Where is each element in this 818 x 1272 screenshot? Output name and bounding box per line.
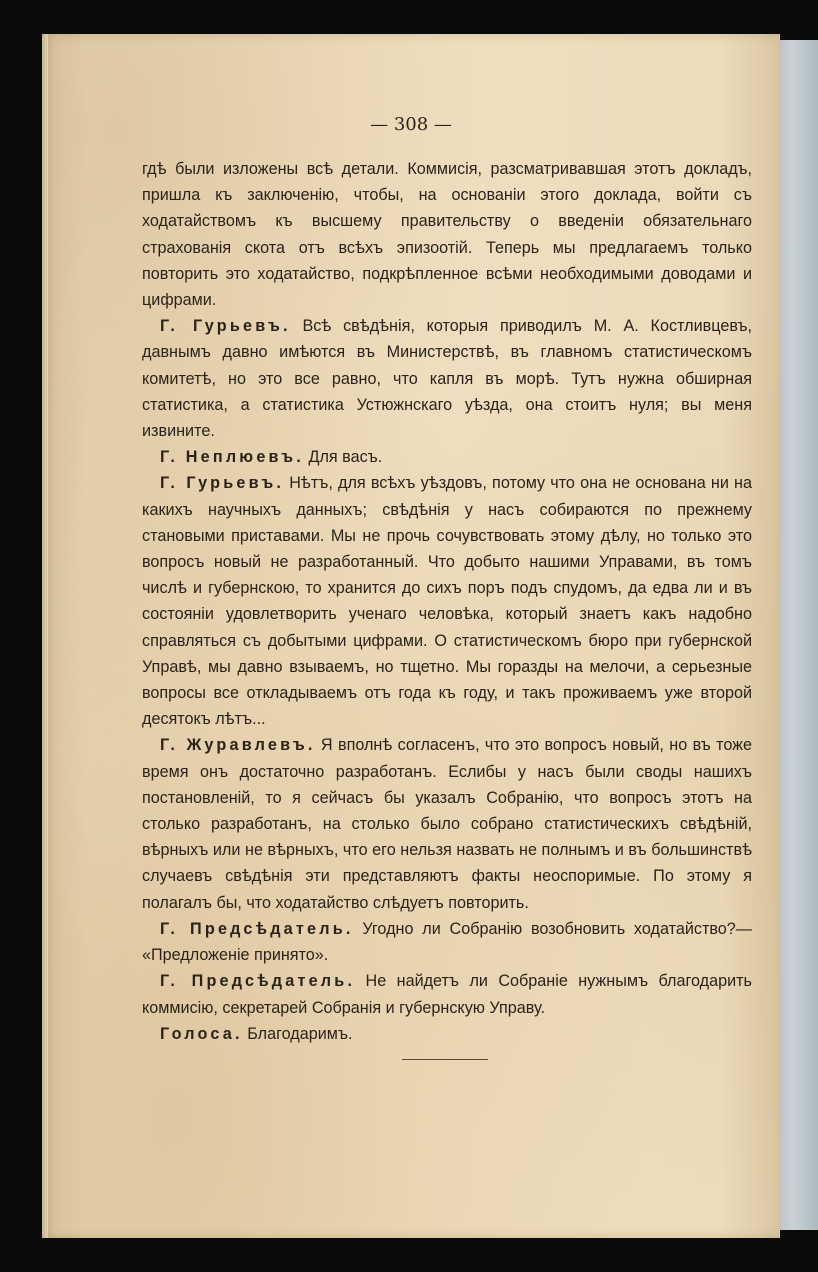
speech-text: Нѣтъ, для всѣхъ уѣздовъ, потому что она не основана ни на какихъ научныхъ данныхъ; свѣдѣнія у насъ собираются по прежнему становыми приставами. Мы не прочь сочувствовать этому дѣлу, но только это вопросъ новый не разработанный. Что добыто нашими Управами, въ томъ числѣ и губернскою, то хранится до сихъ поръ подъ спудомъ, да едва ли и въ состояніи удовлетворить ученаго человѣка, который знаетъ какъ надобно справляться съ добытыми цифрами. О статистическомъ бюро при губернской Управѣ, мы давно взываемъ, но тщетно. Мы горазды на мелочи, а серьезные вопросы все откладываемъ отъ года къ году, и такъ проживаемъ уже второй десятокъ лѣтъ... (142, 474, 752, 729)
paragraph (142, 1021, 752, 1047)
speaker-name: Г. Журавлевъ. (160, 736, 316, 755)
paragraph (142, 732, 752, 915)
speaker-name: Г. Предсѣдатель. (160, 972, 356, 991)
speech-text: Угодно ли Собранію возобновить ходатайство?— «Предложеніе принято». (142, 919, 752, 965)
end-rule (402, 1059, 488, 1060)
speaker-name: Г. Гурьевъ. (160, 317, 291, 336)
speaker-name: Голоса. (160, 1024, 243, 1043)
paragraph (142, 470, 752, 732)
speech-text: Для васъ. (303, 448, 383, 467)
page-number: — 308 — (370, 114, 452, 135)
paragraph (142, 916, 752, 968)
speaker-name: Г. Предсѣдатель. (160, 919, 354, 938)
paragraph (142, 968, 752, 1020)
speech-text: Я вполнѣ согласенъ, что это вопросъ новый, но въ тоже время онъ достаточно разработанъ. Еслибы у насъ были своды нашихъ постановленій, то я сейчасъ бы указалъ Собранію, что вопросъ этотъ на столько разработанъ, на столько было собрано статистическихъ свѣдѣній, вѣрныхъ или не вѣрныхъ, что его нельзя назвать не полнымъ и въ большинствѣ случаевъ свѣдѣнія эти представляютъ факты неоспоримые. По этому я полагалъ бы, что ходатайство слѣдуетъ повторить. (142, 736, 752, 912)
speech-text: Всѣ свѣдѣнія, которыя приводилъ М. А. Костливцевъ, давнымъ давно имѣются въ Министерствѣ, въ главномъ статистическомъ комитетѣ, но это все равно, что капля въ морѣ. Тутъ нужна обширная статистика, а статистика Устюжнскаго уѣзда, она стоитъ нуля; вы меня извините. (142, 317, 752, 441)
speech-text: Не найдетъ ли Собраніе нужнымъ благодарить коммисію, секретарей Собранія и губернскую Управу. (142, 972, 752, 1017)
paragraph (142, 444, 752, 470)
speech-text: Благодаримъ. (242, 1024, 353, 1043)
paragraph (142, 313, 752, 444)
speaker-name: Г. Неплюевъ. (160, 448, 304, 467)
speaker-name: Г. Гурьевъ. (160, 474, 285, 493)
adjacent-page-edge (776, 40, 818, 1230)
page-text (142, 156, 752, 1047)
page-binding-edge (42, 34, 48, 1238)
opening-paragraph: гдѣ были изложены всѣ детали. Коммисія, разсматривавшая этотъ докладъ, пришла къ заключенію, чтобы, на основаніи этого доклада, войти съ ходатайствомъ къ высшему правительству о введеніи обязательнаго страхованія скота отъ всѣхъ эпизоотій. Теперь мы предлагаемъ только повторить это ходатайство, подкрѣпленное всѣми необходимыми доводами и цифрами. (142, 160, 752, 310)
book-page (42, 34, 780, 1238)
